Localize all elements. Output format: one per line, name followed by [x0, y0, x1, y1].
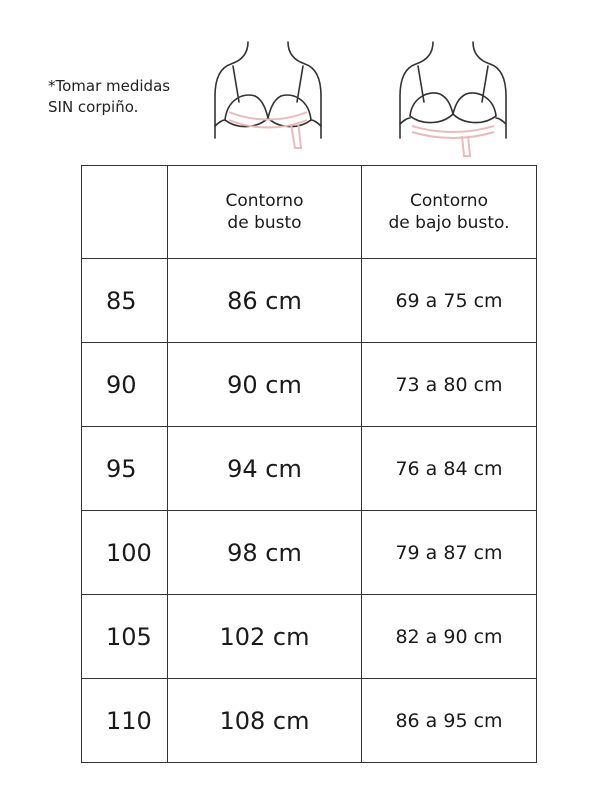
size-cell: 105 [82, 595, 168, 679]
table-row [82, 259, 537, 343]
size-table [81, 165, 537, 763]
underbust-cell: 69 a 75 cm [362, 259, 537, 343]
underbust-measurement-icon [388, 40, 518, 160]
size-cell: 110 [82, 679, 168, 763]
underbust-cell: 82 a 90 cm [362, 595, 537, 679]
table-header-row [82, 166, 537, 259]
bust-cell: 90 cm [168, 343, 362, 427]
measurement-note: *Tomar medidas SIN corpiño. [48, 77, 171, 116]
bust-cell: 98 cm [168, 511, 362, 595]
size-cell: 100 [82, 511, 168, 595]
bust-cell: 108 cm [168, 679, 362, 763]
underbust-cell: 86 a 95 cm [362, 679, 537, 763]
size-cell: 85 [82, 259, 168, 343]
bust-measurement-icon [203, 40, 333, 155]
header-underbust: Contorno de bajo busto. [362, 166, 537, 259]
table-row [82, 595, 537, 679]
size-cell: 95 [82, 427, 168, 511]
header-bust: Contorno de busto [168, 166, 362, 259]
table-row [82, 511, 537, 595]
size-cell: 90 [82, 343, 168, 427]
underbust-cell: 76 a 84 cm [362, 427, 537, 511]
underbust-cell: 79 a 87 cm [362, 511, 537, 595]
underbust-cell: 73 a 80 cm [362, 343, 537, 427]
bust-cell: 102 cm [168, 595, 362, 679]
bust-cell: 94 cm [168, 427, 362, 511]
table-row [82, 679, 537, 763]
table-row [82, 427, 537, 511]
bust-cell: 86 cm [168, 259, 362, 343]
table-row [82, 343, 537, 427]
header-size [82, 166, 168, 259]
